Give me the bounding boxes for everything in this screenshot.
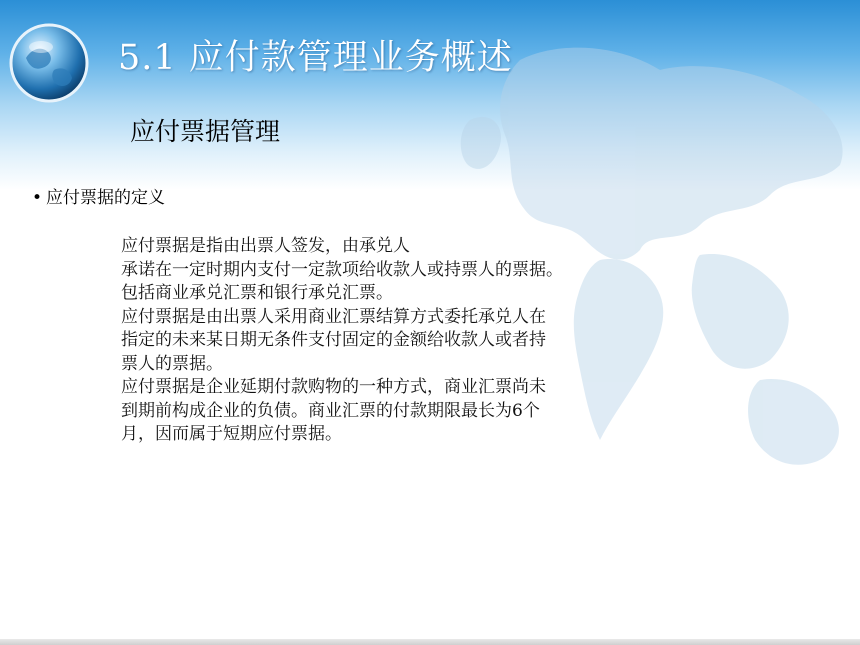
- definition-line: 月，因而属于短期应付票据。: [121, 424, 342, 444]
- definition-line: 到期前构成企业的负债。商业汇票的付款期限最长为6个: [121, 400, 540, 421]
- definition-line: 包括商业承兑汇票和银行承兑汇票。: [121, 283, 393, 303]
- definition-line: 承诺在一定时期内支付一定款项给收款人或持票人的票据。: [121, 259, 563, 280]
- definition-line: 指定的未来某日期无条件支付固定的金额给收款人或者持: [121, 330, 546, 350]
- page-title: 5.1 应付款管理业务概述: [118, 38, 513, 78]
- bullet-label: 应付票据的定义: [46, 188, 166, 208]
- globe-icon: [8, 22, 90, 104]
- definition-line: 应付票据是指由出票人签发，由承兑人: [121, 236, 410, 256]
- bullet-marker: •: [32, 188, 43, 208]
- definition-line: 应付票据是企业延期付款购物的一种方式，商业汇票尚未: [121, 377, 546, 397]
- definition-line: 票人的票据。: [121, 353, 223, 374]
- bullet-item: [32, 183, 165, 208]
- definition-line: 应付票据是由出票人采用商业汇票结算方式委托承兑人在: [121, 306, 546, 327]
- section-heading: 应付票据管理: [130, 117, 281, 146]
- bottom-divider: [0, 639, 860, 645]
- definition-paragraph: [121, 235, 721, 447]
